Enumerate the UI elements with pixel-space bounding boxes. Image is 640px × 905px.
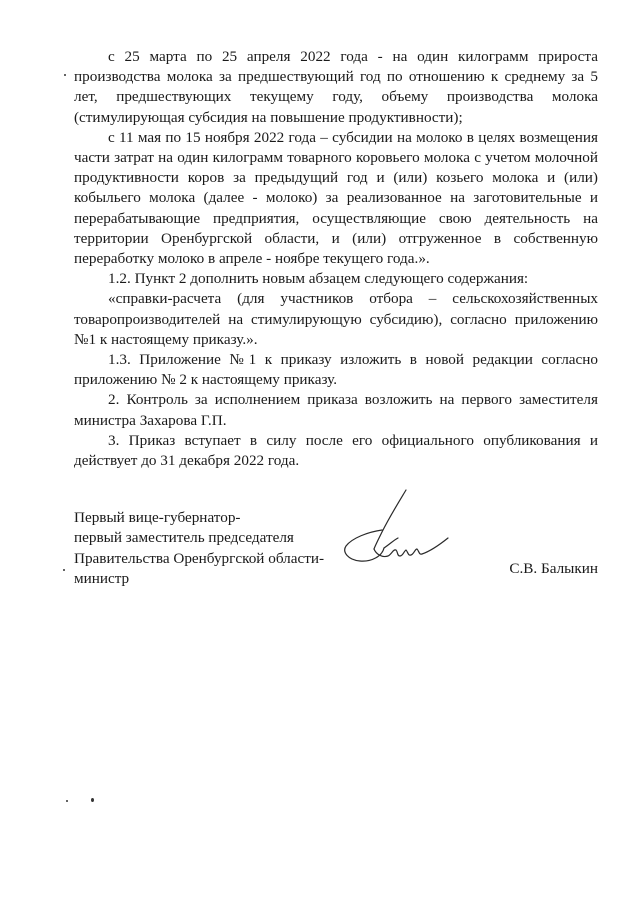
handwritten-signature <box>338 486 458 581</box>
position-line: первый заместитель председателя <box>74 529 294 547</box>
paragraph-subsidy-productivity: с 25 марта по 25 апреля 2022 года - на один килограмм прироста производства молока за предшествующий год по отношению к среднему за 5 лет, предшествующих текущему году, объему производства молока (стимулирующая субсидия на повышение продуктивности); <box>74 48 598 126</box>
scan-speck <box>63 569 65 571</box>
signatory-name: С.В. Балыкин <box>509 560 598 577</box>
paragraph-reference-calculation: «справки-расчета (для участников отбора – сельскохозяйственных товаропроизводителей на стимулирующую субсидию), согласно приложению №1 к настоящему приказу.». <box>74 290 598 348</box>
scan-speck <box>64 74 66 76</box>
signatory-position <box>74 508 354 590</box>
paragraph-item-1-2: 1.2. Пункт 2 дополнить новым абзацем следующего содержания: <box>108 270 529 288</box>
position-line: Первый вице-губернатор- <box>74 509 241 526</box>
position-line: министр <box>74 570 130 588</box>
paragraph-item-2-control: 2. Контроль за исполнением приказа возложить на первого заместителя министра Захарова Г.П. <box>74 391 598 429</box>
paragraph-subsidy-milk: с 11 мая по 15 ноября 2022 года – субсидии на молоко в целях возмещения части затрат на один килограмм товарного коровьего молока с учетом молочной продуктивности коров за предыдущий год и (или) козьего молока и (или) кобыльего молока (далее - молоко) за реализованное на заготовительные и перерабатывающие предприятия, осуществляющие свою деятельность на территории Оренбургской области, и (или) отгруженное в собственную переработку молоко в апреле - ноябре текущего года.». <box>74 128 598 268</box>
position-line: Правительства Оренбургской области- <box>74 549 325 567</box>
paragraph-item-3-effective: 3. Приказ вступает в силу после его официального опубликования и действует до 31 декабря 2022 года. <box>74 431 598 470</box>
paragraph-item-1-3: 1.3. Приложение №1 к приказу изложить в новой редакции согласно приложению № 2 к настоящему приказу. <box>74 351 598 389</box>
scan-speck <box>66 800 68 802</box>
document-body <box>74 47 598 471</box>
scan-speck <box>91 798 94 802</box>
signature-block <box>74 508 598 598</box>
